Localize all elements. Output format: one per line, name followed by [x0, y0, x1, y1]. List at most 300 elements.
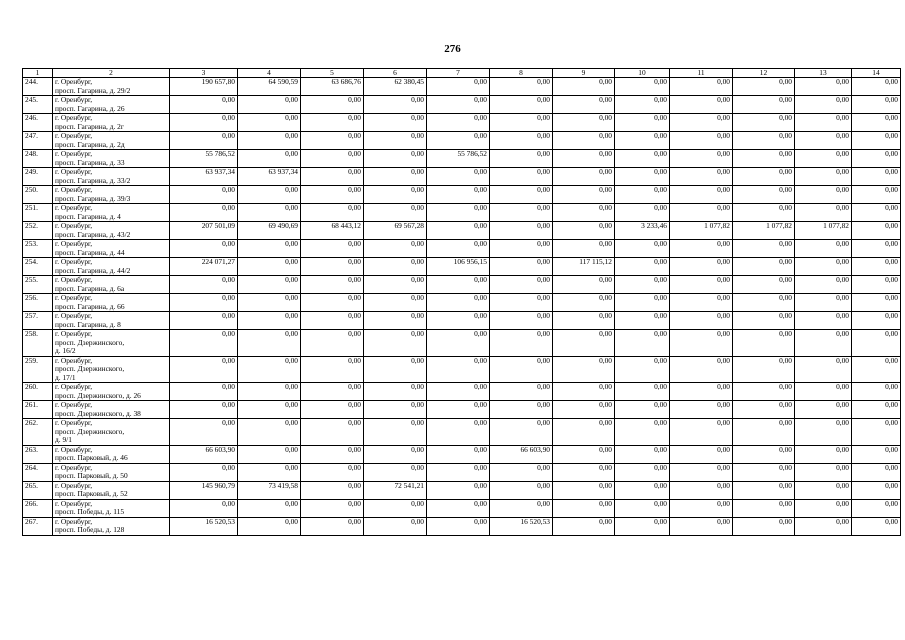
address-cell [53, 240, 170, 258]
value-cell: 0,00 [238, 240, 301, 258]
value-cell: 207 501,09 [170, 222, 238, 240]
value-cell: 0,00 [733, 481, 795, 499]
value-cell: 0,00 [301, 445, 364, 463]
row-number: 261. [23, 401, 53, 419]
value-cell: 0,00 [364, 258, 427, 276]
value-cell: 0,00 [795, 356, 852, 383]
table-row [23, 499, 901, 517]
value-cell: 0,00 [553, 132, 615, 150]
value-cell: 0,00 [364, 204, 427, 222]
column-header: 13 [795, 69, 852, 78]
value-cell: 0,00 [795, 96, 852, 114]
table-row [23, 150, 901, 168]
address-line: г. Оренбург, [55, 400, 93, 409]
address-line: просп. Дзержинского, [55, 364, 125, 373]
value-cell: 0,00 [553, 240, 615, 258]
value-cell: 0,00 [553, 419, 615, 446]
value-cell: 55 786,52 [427, 150, 490, 168]
value-cell: 0,00 [553, 383, 615, 401]
value-cell: 0,00 [733, 150, 795, 168]
value-cell: 106 956,15 [427, 258, 490, 276]
row-number: 248. [23, 150, 53, 168]
value-cell: 0,00 [301, 204, 364, 222]
address-cell [53, 383, 170, 401]
value-cell: 0,00 [852, 499, 901, 517]
value-cell: 0,00 [170, 401, 238, 419]
value-cell: 0,00 [553, 96, 615, 114]
table-row [23, 186, 901, 204]
value-cell: 0,00 [733, 204, 795, 222]
value-cell: 0,00 [238, 114, 301, 132]
value-cell: 63 686,76 [301, 78, 364, 96]
value-cell: 0,00 [170, 419, 238, 446]
value-cell: 0,00 [852, 276, 901, 294]
value-cell: 0,00 [795, 445, 852, 463]
value-cell: 0,00 [170, 240, 238, 258]
value-cell: 0,00 [490, 276, 553, 294]
value-cell: 0,00 [795, 150, 852, 168]
value-cell: 0,00 [615, 258, 670, 276]
value-cell: 0,00 [364, 150, 427, 168]
address-line: г. Оренбург, [55, 131, 93, 140]
value-cell: 0,00 [670, 240, 733, 258]
value-cell: 0,00 [670, 419, 733, 446]
value-cell: 0,00 [427, 78, 490, 96]
value-cell: 0,00 [733, 132, 795, 150]
value-cell: 0,00 [301, 481, 364, 499]
value-cell: 0,00 [670, 276, 733, 294]
value-cell: 0,00 [301, 132, 364, 150]
value-cell: 0,00 [238, 132, 301, 150]
value-cell: 0,00 [427, 383, 490, 401]
table-body [23, 78, 901, 536]
address-line: просп. Гагарина, д. 6а [55, 283, 125, 293]
value-cell: 0,00 [670, 481, 733, 499]
value-cell: 0,00 [490, 330, 553, 357]
value-cell: 0,00 [795, 401, 852, 419]
address-line: г. Оренбург, [55, 463, 93, 472]
value-cell: 0,00 [170, 330, 238, 357]
value-cell: 0,00 [301, 114, 364, 132]
column-header: 5 [301, 69, 364, 78]
value-cell: 0,00 [170, 294, 238, 312]
row-number: 265. [23, 481, 53, 499]
value-cell: 0,00 [733, 186, 795, 204]
value-cell: 0,00 [553, 168, 615, 186]
value-cell: 62 380,45 [364, 78, 427, 96]
row-number: 253. [23, 240, 53, 258]
value-cell: 0,00 [615, 481, 670, 499]
value-cell: 0,00 [170, 356, 238, 383]
table-row [23, 222, 901, 240]
value-cell: 0,00 [795, 481, 852, 499]
value-cell: 0,00 [852, 481, 901, 499]
table-row [23, 445, 901, 463]
value-cell: 0,00 [852, 463, 901, 481]
value-cell: 0,00 [490, 240, 553, 258]
value-cell: 0,00 [852, 356, 901, 383]
value-cell: 117 115,12 [553, 258, 615, 276]
value-cell: 0,00 [852, 330, 901, 357]
address-line: просп. Гагарина, д. 44 [55, 247, 125, 257]
column-header: 11 [670, 69, 733, 78]
row-number: 266. [23, 499, 53, 517]
address-line: просп. Гагарина, д. 43/2 [55, 229, 131, 239]
value-cell: 0,00 [615, 499, 670, 517]
address-cell [53, 356, 170, 383]
column-header: 14 [852, 69, 901, 78]
table-row [23, 517, 901, 535]
value-cell: 0,00 [301, 517, 364, 535]
value-cell: 0,00 [795, 240, 852, 258]
value-cell: 0,00 [490, 499, 553, 517]
value-cell: 0,00 [553, 312, 615, 330]
value-cell: 0,00 [364, 186, 427, 204]
value-cell: 0,00 [301, 356, 364, 383]
value-cell: 0,00 [553, 150, 615, 168]
row-number: 267. [23, 517, 53, 535]
value-cell: 0,00 [795, 330, 852, 357]
address-line: г. Оренбург, [55, 275, 93, 284]
address-cell [53, 419, 170, 446]
value-cell: 0,00 [733, 294, 795, 312]
table-row [23, 383, 901, 401]
value-cell: 1 077,82 [795, 222, 852, 240]
value-cell: 66 603,90 [490, 445, 553, 463]
value-cell: 0,00 [615, 78, 670, 96]
value-cell: 0,00 [238, 419, 301, 446]
value-cell: 0,00 [170, 383, 238, 401]
value-cell: 64 590,59 [238, 78, 301, 96]
value-cell: 0,00 [364, 499, 427, 517]
address-line: просп. Парковый, д. 46 [55, 453, 128, 462]
value-cell: 0,00 [615, 401, 670, 419]
value-cell: 224 071,27 [170, 258, 238, 276]
header-row [23, 69, 901, 78]
address-line: г. Оренбург, [55, 239, 93, 248]
address-line: г. Оренбург, [55, 445, 93, 454]
value-cell: 0,00 [852, 114, 901, 132]
address-line: г. Оренбург, [55, 95, 93, 104]
value-cell: 0,00 [427, 312, 490, 330]
value-cell: 0,00 [795, 499, 852, 517]
address-line: г. Оренбург, [55, 418, 93, 427]
column-header: 8 [490, 69, 553, 78]
address-line: просп. Гагарина, д. 4 [55, 211, 121, 221]
column-header: 1 [23, 69, 53, 78]
address-line: просп. Гагарина, д. 2г [55, 121, 124, 131]
value-cell: 0,00 [795, 204, 852, 222]
value-cell: 0,00 [427, 445, 490, 463]
address-line: д. 17/1 [55, 372, 76, 382]
value-cell: 0,00 [490, 258, 553, 276]
value-cell: 68 443,12 [301, 222, 364, 240]
value-cell: 0,00 [795, 517, 852, 535]
value-cell: 0,00 [852, 517, 901, 535]
address-cell [53, 463, 170, 481]
address-line: просп. Гагарина, д. 44/2 [55, 265, 131, 275]
value-cell: 0,00 [238, 499, 301, 517]
value-cell: 0,00 [427, 517, 490, 535]
value-cell: 0,00 [364, 445, 427, 463]
value-cell: 0,00 [490, 294, 553, 312]
row-number: 252. [23, 222, 53, 240]
value-cell: 0,00 [553, 356, 615, 383]
value-cell: 0,00 [364, 276, 427, 294]
column-header: 3 [170, 69, 238, 78]
value-cell: 72 541,21 [364, 481, 427, 499]
table-row [23, 401, 901, 419]
value-cell: 0,00 [490, 419, 553, 446]
value-cell: 0,00 [490, 114, 553, 132]
value-cell: 0,00 [553, 186, 615, 204]
value-cell: 0,00 [670, 186, 733, 204]
address-line: г. Оренбург, [55, 113, 93, 122]
value-cell: 16 520,53 [170, 517, 238, 535]
value-cell: 0,00 [553, 481, 615, 499]
address-line: просп. Парковый, д. 50 [55, 471, 128, 480]
value-cell: 0,00 [427, 330, 490, 357]
value-cell: 3 233,46 [615, 222, 670, 240]
value-cell: 0,00 [553, 204, 615, 222]
address-line: просп. Дзержинского, д. 26 [55, 390, 141, 400]
address-line: г. Оренбург, [55, 517, 93, 526]
value-cell: 0,00 [795, 294, 852, 312]
value-cell: 0,00 [238, 312, 301, 330]
value-cell: 0,00 [301, 401, 364, 419]
table-row [23, 356, 901, 383]
table-row [23, 78, 901, 96]
address-line: просп. Гагарина, д. 29/2 [55, 85, 131, 95]
value-cell: 0,00 [364, 330, 427, 357]
value-cell: 0,00 [795, 114, 852, 132]
value-cell: 0,00 [170, 114, 238, 132]
value-cell: 0,00 [427, 222, 490, 240]
value-cell: 0,00 [733, 419, 795, 446]
value-cell: 0,00 [364, 294, 427, 312]
value-cell: 0,00 [170, 276, 238, 294]
value-cell: 190 657,80 [170, 78, 238, 96]
value-cell: 0,00 [364, 132, 427, 150]
value-cell: 0,00 [364, 463, 427, 481]
address-cell [53, 168, 170, 186]
value-cell: 0,00 [364, 168, 427, 186]
value-cell: 0,00 [427, 168, 490, 186]
value-cell: 0,00 [615, 276, 670, 294]
value-cell: 0,00 [733, 445, 795, 463]
value-cell: 0,00 [670, 445, 733, 463]
value-cell: 0,00 [670, 383, 733, 401]
value-cell: 0,00 [490, 383, 553, 401]
value-cell: 0,00 [364, 517, 427, 535]
row-number: 254. [23, 258, 53, 276]
value-cell: 0,00 [490, 96, 553, 114]
value-cell: 0,00 [301, 258, 364, 276]
value-cell: 0,00 [553, 222, 615, 240]
value-cell: 0,00 [795, 463, 852, 481]
value-cell: 0,00 [364, 96, 427, 114]
address-cell [53, 222, 170, 240]
address-line: просп. Дзержинского, [55, 337, 125, 347]
value-cell: 0,00 [364, 114, 427, 132]
value-cell: 0,00 [427, 186, 490, 204]
value-cell: 0,00 [852, 258, 901, 276]
value-cell: 0,00 [615, 419, 670, 446]
value-cell: 0,00 [490, 186, 553, 204]
table-row [23, 132, 901, 150]
value-cell: 0,00 [615, 114, 670, 132]
table-row [23, 96, 901, 114]
value-cell: 0,00 [795, 419, 852, 446]
value-cell: 0,00 [238, 276, 301, 294]
value-cell: 0,00 [553, 114, 615, 132]
address-line: просп. Гагарина, д. 33/2 [55, 175, 131, 185]
row-number: 255. [23, 276, 53, 294]
table-row [23, 419, 901, 446]
value-cell: 0,00 [427, 356, 490, 383]
address-line: г. Оренбург, [55, 356, 93, 365]
row-number: 262. [23, 419, 53, 446]
address-cell [53, 150, 170, 168]
value-cell: 0,00 [670, 114, 733, 132]
address-cell [53, 78, 170, 96]
address-line: г. Оренбург, [55, 185, 93, 194]
value-cell: 0,00 [733, 463, 795, 481]
value-cell: 0,00 [170, 463, 238, 481]
value-cell: 1 077,82 [670, 222, 733, 240]
value-cell: 0,00 [238, 383, 301, 401]
value-cell: 0,00 [795, 186, 852, 204]
value-cell: 0,00 [490, 312, 553, 330]
value-cell: 0,00 [615, 312, 670, 330]
value-cell: 0,00 [238, 204, 301, 222]
column-header: 6 [364, 69, 427, 78]
value-cell: 0,00 [670, 499, 733, 517]
row-number: 256. [23, 294, 53, 312]
value-cell: 0,00 [615, 96, 670, 114]
address-cell [53, 481, 170, 499]
value-cell: 0,00 [301, 168, 364, 186]
address-cell [53, 114, 170, 132]
value-cell: 0,00 [238, 330, 301, 357]
address-line: просп. Гагарина, д. 26 [55, 103, 125, 113]
value-cell: 0,00 [301, 150, 364, 168]
value-cell: 0,00 [733, 276, 795, 294]
address-line: г. Оренбург, [55, 257, 93, 266]
value-cell: 0,00 [670, 463, 733, 481]
address-line: г. Оренбург, [55, 499, 93, 508]
value-cell: 0,00 [795, 78, 852, 96]
value-cell: 0,00 [427, 132, 490, 150]
address-line: просп. Победы, д. 115 [55, 507, 125, 516]
value-cell: 0,00 [490, 168, 553, 186]
column-header: 10 [615, 69, 670, 78]
value-cell: 0,00 [238, 294, 301, 312]
address-cell [53, 276, 170, 294]
value-cell: 0,00 [364, 312, 427, 330]
column-header: 7 [427, 69, 490, 78]
value-cell: 0,00 [795, 383, 852, 401]
value-cell: 0,00 [615, 356, 670, 383]
value-cell: 0,00 [490, 463, 553, 481]
value-cell: 69 567,28 [364, 222, 427, 240]
value-cell: 69 490,69 [238, 222, 301, 240]
value-cell: 0,00 [301, 419, 364, 446]
address-cell [53, 258, 170, 276]
value-cell: 0,00 [238, 401, 301, 419]
value-cell: 0,00 [795, 132, 852, 150]
value-cell: 0,00 [170, 186, 238, 204]
value-cell: 0,00 [615, 186, 670, 204]
value-cell: 0,00 [852, 96, 901, 114]
row-number: 258. [23, 330, 53, 357]
value-cell: 0,00 [364, 383, 427, 401]
table-row [23, 294, 901, 312]
value-cell: 0,00 [427, 240, 490, 258]
value-cell: 0,00 [490, 204, 553, 222]
value-cell: 0,00 [553, 330, 615, 357]
address-line: г. Оренбург, [55, 221, 93, 230]
value-cell: 0,00 [852, 168, 901, 186]
value-cell: 0,00 [852, 294, 901, 312]
column-header: 2 [53, 69, 170, 78]
table-row [23, 463, 901, 481]
address-cell [53, 445, 170, 463]
value-cell: 0,00 [427, 499, 490, 517]
address-line: г. Оренбург, [55, 77, 93, 86]
value-cell: 0,00 [733, 312, 795, 330]
value-cell: 73 419,58 [238, 481, 301, 499]
value-cell: 0,00 [238, 517, 301, 535]
value-cell: 0,00 [670, 517, 733, 535]
value-cell: 0,00 [852, 78, 901, 96]
table-row [23, 276, 901, 294]
value-cell: 0,00 [553, 445, 615, 463]
table-row [23, 114, 901, 132]
address-line: г. Оренбург, [55, 481, 93, 490]
value-cell: 0,00 [427, 204, 490, 222]
value-cell: 0,00 [301, 463, 364, 481]
value-cell: 0,00 [733, 258, 795, 276]
address-line: просп. Гагарина, д. 8 [55, 319, 121, 329]
value-cell: 0,00 [615, 383, 670, 401]
value-cell: 0,00 [852, 445, 901, 463]
value-cell: 63 937,34 [170, 168, 238, 186]
value-cell: 0,00 [364, 240, 427, 258]
value-cell: 0,00 [670, 168, 733, 186]
row-number: 250. [23, 186, 53, 204]
value-cell: 0,00 [670, 312, 733, 330]
address-cell [53, 517, 170, 535]
value-cell: 0,00 [852, 383, 901, 401]
address-line: просп. Дзержинского, д. 38 [55, 408, 141, 418]
row-number: 244. [23, 78, 53, 96]
address-line: просп. Гагарина, д. 2д [55, 139, 125, 149]
table-row [23, 168, 901, 186]
value-cell: 0,00 [364, 401, 427, 419]
value-cell: 0,00 [490, 150, 553, 168]
value-cell: 0,00 [427, 463, 490, 481]
value-cell: 0,00 [670, 330, 733, 357]
value-cell: 0,00 [852, 132, 901, 150]
value-cell: 0,00 [427, 96, 490, 114]
address-cell [53, 96, 170, 114]
value-cell: 0,00 [427, 401, 490, 419]
value-cell: 55 786,52 [170, 150, 238, 168]
address-line: г. Оренбург, [55, 311, 93, 320]
row-number: 264. [23, 463, 53, 481]
value-cell: 0,00 [553, 294, 615, 312]
